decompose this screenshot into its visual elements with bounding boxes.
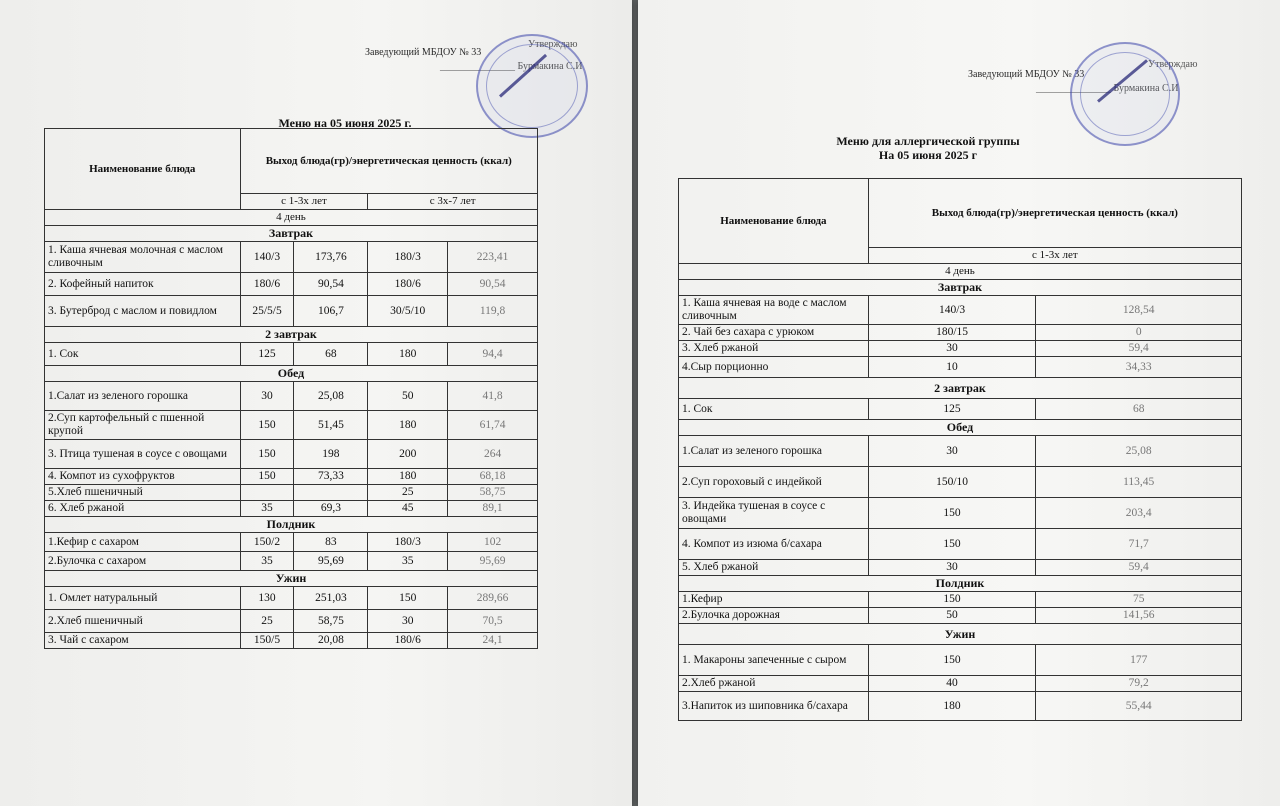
right-header-age-1-3: с 1-3х лет bbox=[868, 248, 1241, 264]
table-row: 1.Кефир 150 75 bbox=[679, 592, 1242, 608]
table-row: 3. Чай с сахаром 150/5 20,08 180/6 24,1 bbox=[45, 633, 538, 649]
right-menu-title bbox=[798, 134, 1058, 162]
table-row: 2. Кофейный напиток 180/6 90,54 180/6 90,54 bbox=[45, 273, 538, 296]
right-menu-table bbox=[678, 178, 1242, 721]
left-day-label: 4 день bbox=[45, 210, 538, 226]
right-header-output: Выход блюда(гр)/энергетическая ценность (ккал) bbox=[868, 179, 1241, 248]
table-row: 2.Хлеб пшеничный 25 58,75 30 70,5 bbox=[45, 610, 538, 633]
table-row: 1. Сок 125 68 180 94,4 bbox=[45, 343, 538, 366]
table-row: 1. Каша ячневая на воде с маслом сливочным 140/3 128,54 bbox=[679, 296, 1242, 325]
left-section-lunch: Обед bbox=[45, 366, 538, 382]
table-row: 4.Сыр порционно 10 34,33 bbox=[679, 357, 1242, 378]
right-section-lunch: Обед bbox=[679, 420, 1242, 436]
table-row: 1. Омлет натуральный 130 251,03 150 289,66 bbox=[45, 587, 538, 610]
table-row: 3. Хлеб ржаной 30 59,4 bbox=[679, 341, 1242, 357]
table-row: 3. Птица тушеная в соусе с овощами 150 198 200 264 bbox=[45, 440, 538, 469]
left-section-dinner: Ужин bbox=[45, 571, 538, 587]
left-section-snack: Полдник bbox=[45, 517, 538, 533]
right-approval-signature-line: _______________ Бурмакина С.И bbox=[1036, 83, 1179, 94]
table-row: 1. Сок 125 68 bbox=[679, 399, 1242, 420]
table-row: 1. Каша ячневая молочная с маслом сливочным 140/3 173,76 180/3 223,41 bbox=[45, 242, 538, 273]
table-row: 2.Булочка дорожная 50 141,56 bbox=[679, 608, 1242, 624]
table-row: 4. Компот из изюма б/сахара 150 71,7 bbox=[679, 529, 1242, 560]
right-section-breakfast2: 2 завтрак bbox=[679, 378, 1242, 399]
table-row: 1.Салат из зеленого горошка 30 25,08 50 41,8 bbox=[45, 382, 538, 411]
right-official-stamp bbox=[1070, 42, 1180, 146]
left-header-dish-name: Наименование блюда bbox=[45, 129, 241, 210]
right-menu-title-line2: На 05 июня 2025 г bbox=[878, 148, 978, 162]
table-row: 2.Булочка с сахаром 35 95,69 35 95,69 bbox=[45, 552, 538, 571]
left-approval-signature-line: _______________ Бурмакина С.И bbox=[440, 61, 583, 72]
table-row: 2.Суп гороховый с индейкой 150/10 113,45 bbox=[679, 467, 1242, 498]
table-row: 1. Макароны запеченные с сыром 150 177 bbox=[679, 645, 1242, 676]
right-header-dish-name: Наименование блюда bbox=[679, 179, 869, 264]
table-row: 2.Суп картофельный с пшенной крупой 150 51,45 180 61,74 bbox=[45, 411, 538, 440]
table-row: 5. Хлеб ржаной 30 59,4 bbox=[679, 560, 1242, 576]
left-menu-sheet bbox=[0, 0, 632, 806]
left-header-age-3-7: с 3х-7 лет bbox=[368, 194, 538, 210]
table-row: 2.Хлеб ржаной 40 79,2 bbox=[679, 676, 1242, 692]
table-row: 5.Хлеб пшеничный 25 58,75 bbox=[45, 485, 538, 501]
right-menu-sheet bbox=[638, 0, 1280, 806]
left-section-breakfast2: 2 завтрак bbox=[45, 327, 538, 343]
left-menu-title: Меню на 05 июня 2025 г. bbox=[278, 116, 412, 130]
table-row: 1.Кефир с сахаром 150/2 83 180/3 102 bbox=[45, 533, 538, 552]
table-row: 3. Индейка тушеная в соусе с овощами 150 203,4 bbox=[679, 498, 1242, 529]
table-row: 3. Бутерброд с маслом и повидлом 25/5/5 106,7 30/5/10 119,8 bbox=[45, 296, 538, 327]
left-approval-title: Заведующий МБДОУ № 33 bbox=[365, 47, 482, 58]
left-header-output: Выход блюда(гр)/энергетическая ценность (ккал) bbox=[240, 129, 537, 194]
left-menu-table bbox=[44, 128, 538, 649]
left-approval-stamp-label: Утверждаю bbox=[528, 39, 578, 50]
right-section-snack: Полдник bbox=[679, 576, 1242, 592]
right-approval-title: Заведующий МБДОУ № 33 bbox=[968, 69, 1085, 80]
left-section-breakfast: Завтрак bbox=[45, 226, 538, 242]
table-row: 3.Напиток из шиповника б/сахара 180 55,44 bbox=[679, 692, 1242, 721]
left-header-age-1-3: с 1-3х лет bbox=[240, 194, 368, 210]
right-menu-title-line1: Меню для аллергической группы bbox=[836, 134, 1020, 148]
table-row: 6. Хлеб ржаной 35 69,3 45 89,1 bbox=[45, 501, 538, 517]
right-section-breakfast: Завтрак bbox=[679, 280, 1242, 296]
table-row: 4. Компот из сухофруктов 150 73,33 180 68,18 bbox=[45, 469, 538, 485]
left-official-stamp bbox=[476, 34, 588, 138]
right-day-label: 4 день bbox=[679, 264, 1242, 280]
table-row: 1.Салат из зеленого горошка 30 25,08 bbox=[679, 436, 1242, 467]
table-row: 2. Чай без сахара с урюком 180/15 0 bbox=[679, 325, 1242, 341]
right-approval-stamp-label: Утверждаю bbox=[1148, 59, 1198, 70]
right-section-dinner: Ужин bbox=[679, 624, 1242, 645]
